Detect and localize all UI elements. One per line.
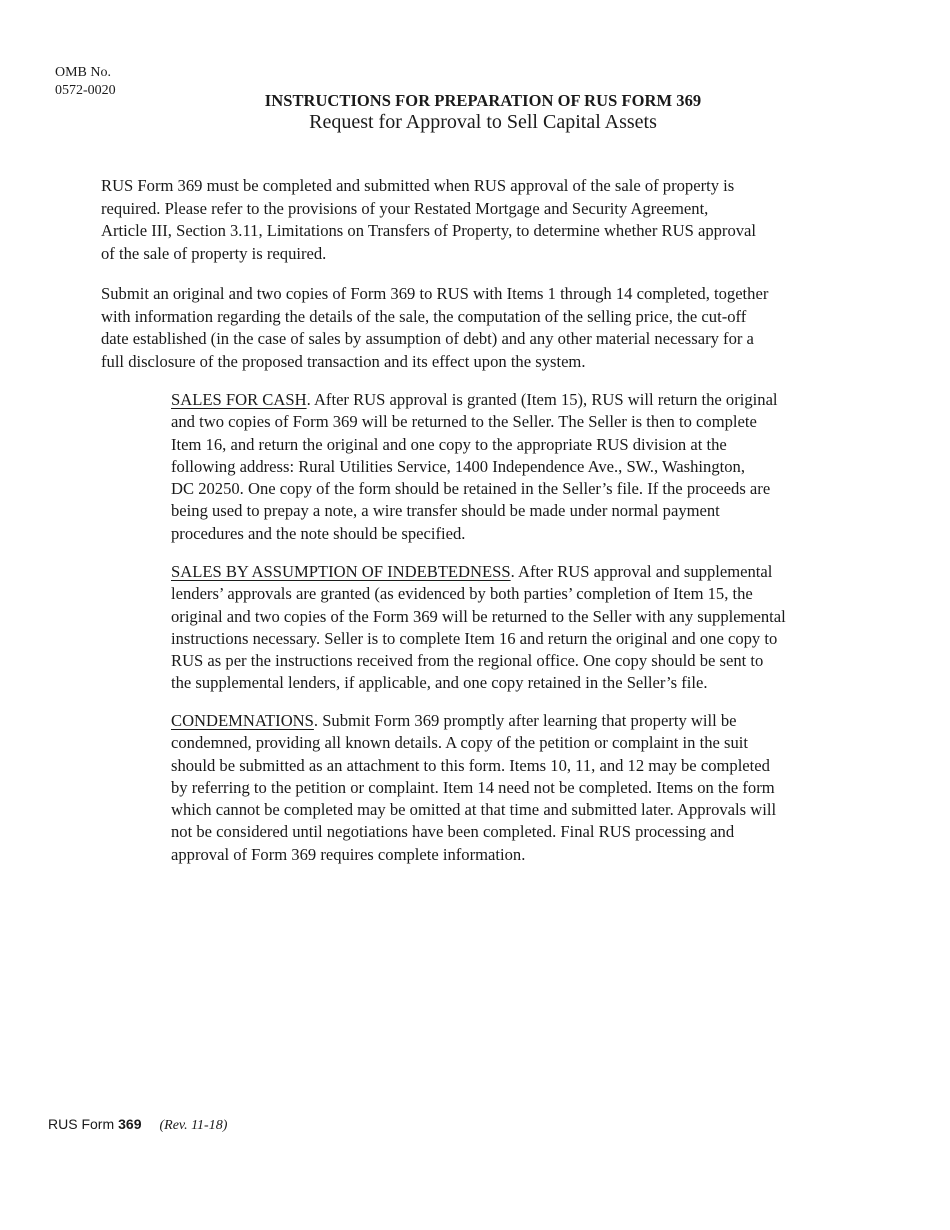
text-line: required. Please refer to the provisions of your Restated Mortgage and Security Agreement, xyxy=(101,198,709,218)
text-line: the supplemental lenders, if applicable, and one copy retained in the Seller’s file. xyxy=(171,673,708,693)
section-sales-by-assumption xyxy=(171,561,871,695)
text-line: and two copies of Form 369 will be returned to the Seller. The Seller is then to complete xyxy=(171,412,757,432)
text-line: procedures and the note should be specified. xyxy=(171,523,466,543)
text-line: full disclosure of the proposed transaction and its effect upon the system. xyxy=(101,351,586,371)
text-line: instructions necessary. Seller is to complete Item 16 and return the original and one copy to xyxy=(171,628,778,648)
text-line: lenders’ approvals are granted (as evidenced by both parties’ completion of Item 15, the xyxy=(171,584,753,604)
footer-form-label: RUS Form xyxy=(48,1116,115,1132)
text-line: Article III, Section 3.11, Limitations on Transfers of Property, to determine whether RUS approval xyxy=(101,221,757,240)
text-line: of the sale of property is required. xyxy=(101,243,327,263)
text-line: RUS as per the instructions received from the regional office. One copy should be sent to xyxy=(171,651,764,671)
section-condemnations xyxy=(171,710,871,866)
text-line: original and two copies of the Form 369 will be returned to the Seller with any supplemental xyxy=(171,606,786,626)
intro-paragraph-1 xyxy=(101,175,861,265)
section-heading: SALES FOR CASH xyxy=(171,390,307,409)
omb-label: OMB No. xyxy=(55,65,112,80)
text-line: should be submitted as an attachment to this form. Items 10, 11, and 12 may be completed xyxy=(171,755,770,775)
section-first-line xyxy=(171,710,871,732)
text-line: date established (in the case of sales by assumption of debt) and any other material necessary for a xyxy=(101,329,754,348)
text-line: with information regarding the details of the sale, the computation of the selling price, the cut-off xyxy=(101,306,747,326)
page-subtitle: Request for Approval to Sell Capital Assets xyxy=(309,111,657,133)
intro-paragraph-2 xyxy=(101,283,861,373)
section-first-line xyxy=(171,389,871,411)
form-footer xyxy=(48,1116,227,1134)
section-first-line xyxy=(171,561,871,583)
text-line: Item 16, and return the original and one copy to the appropriate RUS division at the xyxy=(171,434,727,454)
page-title: INSTRUCTIONS FOR PREPARATION OF RUS FORM 369 xyxy=(264,91,702,110)
section-heading: SALES BY ASSUMPTION OF INDEBTEDNESS xyxy=(171,562,511,581)
text-line: which cannot be completed may be omitted at that time and submitted later. Approvals will xyxy=(171,800,777,820)
omb-control-number: 0572-0020 xyxy=(55,83,116,98)
section-first-line-text: . After RUS approval and supplemental xyxy=(510,562,773,581)
section-first-line-text: . Submit Form 369 promptly after learning that property will be xyxy=(313,711,737,730)
text-line: condemned, providing all known details. A copy of the petition or complaint in the suit xyxy=(171,733,748,753)
text-line: DC 20250. One copy of the form should be retained in the Seller’s file. If the proceeds are xyxy=(171,479,771,499)
footer-form-number: 369 xyxy=(118,1116,142,1132)
footer-revision: (Rev. 11-18) xyxy=(159,1118,228,1133)
section-sales-for-cash xyxy=(171,389,871,545)
text-line: approval of Form 369 requires complete information. xyxy=(171,844,526,864)
text-line: not be considered until negotiations have been completed. Final RUS processing and xyxy=(171,822,735,842)
text-line: RUS Form 369 must be completed and submitted when RUS approval of the sale of property is xyxy=(101,176,735,195)
section-first-line-text: . After RUS approval is granted (Item 15), RUS will return the original xyxy=(306,390,778,409)
text-line: following address: Rural Utilities Service, 1400 Independence Ave., SW., Washington, xyxy=(171,456,745,476)
text-line: by referring to the petition or complaint. Item 14 need not be completed. Items on the form xyxy=(171,777,775,797)
text-line: Submit an original and two copies of Form 369 to RUS with Items 1 through 14 completed, together xyxy=(101,284,769,303)
text-line: being used to prepay a note, a wire transfer should be made under normal payment xyxy=(171,501,720,521)
section-heading: CONDEMNATIONS xyxy=(171,711,314,730)
